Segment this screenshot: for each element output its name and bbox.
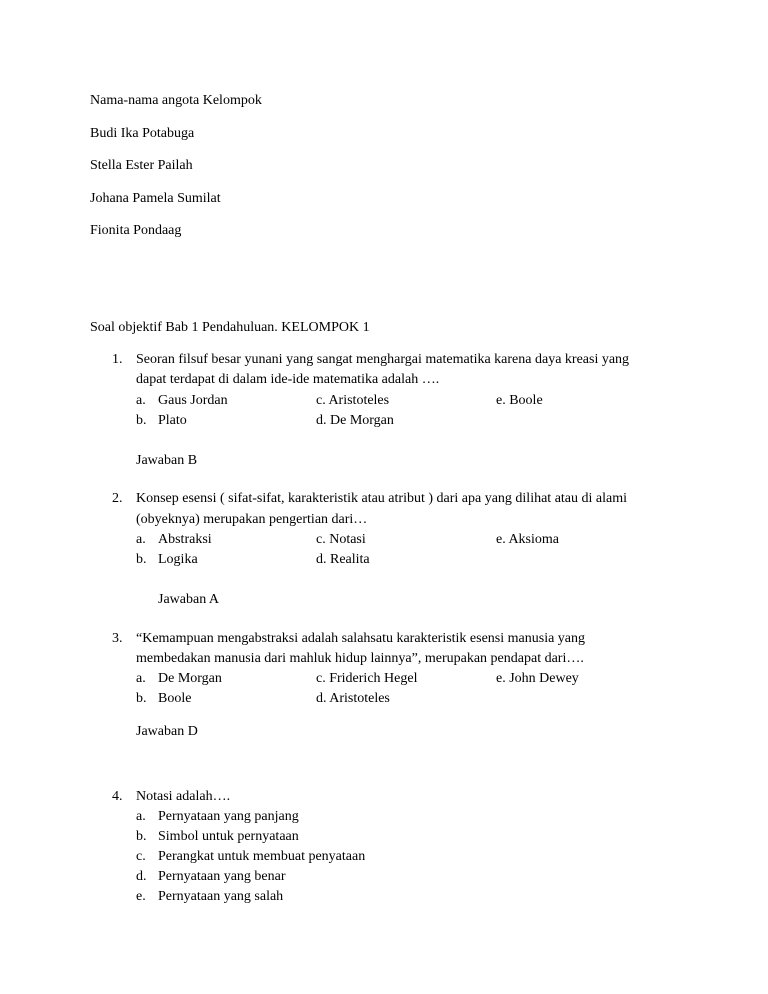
option-letter: b. bbox=[136, 691, 147, 706]
answer-label: Jawaban A bbox=[158, 592, 220, 607]
option-text: e. Boole bbox=[496, 393, 543, 408]
option-letter: a. bbox=[136, 671, 146, 686]
option-text: Pernyataan yang salah bbox=[158, 889, 284, 904]
option-text: Logika bbox=[158, 552, 198, 567]
option-text: Pernyataan yang benar bbox=[158, 869, 286, 884]
option-text: Perangkat untuk membuat penyataan bbox=[158, 849, 366, 864]
question-text-line: Konsep esensi ( sifat-sifat, karakteristik atau atribut ) dari apa yang dilihat atau di alami bbox=[136, 491, 627, 506]
option-text: e. John Dewey bbox=[496, 671, 579, 686]
option-text: c. Friderich Hegel bbox=[316, 671, 418, 686]
question-text-line: Seoran filsuf besar yunani yang sangat menghargai matematika karena daya kreasi yang bbox=[136, 352, 630, 367]
option-letter: b. bbox=[136, 829, 147, 844]
option-letter: a. bbox=[136, 393, 146, 408]
option-text: c. Aristoteles bbox=[316, 393, 390, 408]
question-number: 1. bbox=[112, 352, 123, 367]
option-text: Pernyataan yang panjang bbox=[158, 809, 299, 824]
option-text: Gaus Jordan bbox=[158, 393, 228, 408]
option-letter: b. bbox=[136, 413, 147, 428]
option-text: d. Realita bbox=[316, 552, 370, 567]
option-text: d. De Morgan bbox=[316, 413, 394, 428]
quiz-title: Soal objektif Bab 1 Pendahuluan. KELOMPOK 1 bbox=[90, 320, 370, 335]
option-letter: d. bbox=[136, 869, 147, 884]
member-name: Budi Ika Potabuga bbox=[90, 126, 195, 141]
option-letter: a. bbox=[136, 532, 146, 547]
answer-label: Jawaban B bbox=[136, 453, 198, 468]
option-letter: e. bbox=[136, 889, 146, 904]
member-name: Stella Ester Pailah bbox=[90, 158, 193, 173]
option-letter: a. bbox=[136, 809, 146, 824]
option-letter: c. bbox=[136, 849, 146, 864]
option-text: e. Aksioma bbox=[496, 532, 559, 547]
option-letter: b. bbox=[136, 552, 147, 567]
question-number: 4. bbox=[112, 789, 123, 804]
option-text: Simbol untuk pernyataan bbox=[158, 829, 299, 844]
question-number: 2. bbox=[112, 491, 123, 506]
question-text-line: Notasi adalah…. bbox=[136, 789, 231, 804]
question-text-line: (obyeknya) merupakan pengertian dari… bbox=[136, 512, 368, 527]
answer-label: Jawaban D bbox=[136, 724, 198, 739]
members-heading: Nama-nama angota Kelompok bbox=[90, 93, 262, 108]
option-text: Abstraksi bbox=[158, 532, 212, 547]
member-name: Johana Pamela Sumilat bbox=[90, 191, 221, 206]
option-text: d. Aristoteles bbox=[316, 691, 390, 706]
option-text: c. Notasi bbox=[316, 532, 366, 547]
question-text-line: membedakan manusia dari mahluk hidup lainnya”, merupakan pendapat dari…. bbox=[136, 651, 584, 666]
question-text-line: dapat terdapat di dalam ide-ide matematika adalah …. bbox=[136, 372, 440, 387]
question-number: 3. bbox=[112, 631, 123, 646]
question-text-line: “Kemampuan mengabstraksi adalah salahsatu karakteristik esensi manusia yang bbox=[136, 631, 586, 646]
member-name: Fionita Pondaag bbox=[90, 223, 182, 238]
option-text: Boole bbox=[158, 691, 192, 706]
option-text: De Morgan bbox=[158, 671, 222, 686]
option-text: Plato bbox=[158, 413, 187, 428]
